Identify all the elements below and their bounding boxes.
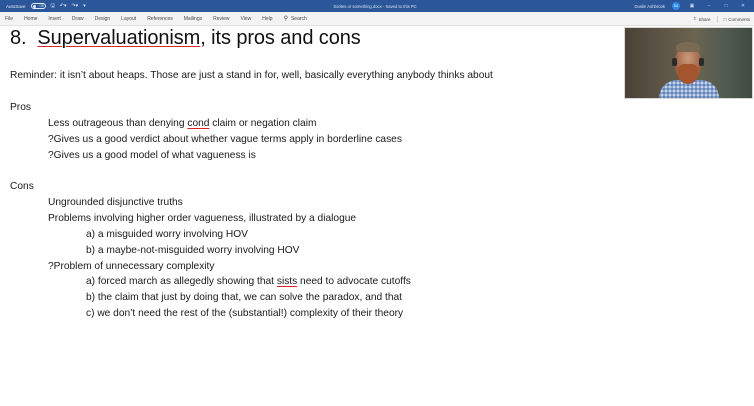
- autosave-label: AutoSave: [6, 3, 26, 9]
- tab-view[interactable]: View: [240, 15, 252, 22]
- cons-subitem: b) a maybe-not-misguided worry involving HOV: [86, 245, 300, 256]
- tab-review[interactable]: Review: [213, 15, 230, 22]
- cons-heading: Cons: [10, 181, 34, 192]
- ribbon-tabs: [0, 12, 754, 26]
- tab-file[interactable]: File: [5, 15, 14, 22]
- presenter-cap: [676, 42, 700, 52]
- heading-rest: , its pros and cons: [200, 27, 361, 49]
- comment-icon: □: [723, 16, 727, 22]
- cons-subitem: [86, 276, 411, 287]
- misspelled-word[interactable]: sists: [276, 276, 298, 287]
- heading-number: 8.: [10, 27, 27, 49]
- undo-icon[interactable]: ↶▾: [59, 2, 67, 9]
- comments-label: Comments: [728, 16, 750, 22]
- cons-item: Ungrounded disjunctive truths: [48, 197, 183, 208]
- user-name[interactable]: Dustin Ashbrook: [634, 3, 665, 9]
- cons-subitem: a) a misguided worry involving HOV: [86, 229, 248, 240]
- tab-draw[interactable]: Draw: [71, 15, 84, 22]
- restore-icon[interactable]: □: [724, 3, 728, 9]
- text-run: claim or negation claim: [209, 118, 317, 129]
- search-box[interactable]: [284, 16, 307, 22]
- cons-subitem: c) we don’t need the rest of the (substantial!) complexity of their theory: [86, 308, 404, 319]
- text-run: need to advocate cutoffs: [297, 276, 411, 287]
- headset-icon: [699, 58, 704, 66]
- text-run: Less outrageous than denying: [48, 118, 188, 129]
- presenter-beard: [678, 64, 698, 84]
- redo-icon[interactable]: ↷▾: [71, 2, 79, 9]
- cons-item: ?Problem of unnecessary complexity: [48, 261, 215, 272]
- cons-subitem: b) the claim that just by doing that, we can solve the paradox, and that: [86, 292, 403, 303]
- cons-item: Problems involving higher order vagueness, illustrated by a dialogue: [48, 213, 357, 224]
- reminder-line: Reminder: it isn’t about heaps. Those are just a stand in for, well, basically everything anybody thinks about: [10, 70, 493, 81]
- customize-icon[interactable]: ▾: [83, 2, 86, 9]
- divider: [717, 16, 718, 23]
- document-title: Sorites or something.docx - Saved to this PC: [333, 3, 417, 9]
- webcam-video: [624, 27, 753, 99]
- misspelled-word[interactable]: cond: [187, 118, 210, 129]
- share-button[interactable]: [693, 16, 711, 22]
- pros-item: ?Gives us a good verdict about whether vague terms apply in borderline cases: [48, 134, 402, 145]
- tab-help[interactable]: Help: [262, 15, 273, 22]
- tab-mailings[interactable]: Mailings: [183, 15, 203, 22]
- tab-home[interactable]: Home: [24, 15, 38, 22]
- search-label: Search: [290, 15, 307, 22]
- autosave-state: Off: [39, 4, 44, 8]
- tab-layout[interactable]: Layout: [121, 15, 137, 22]
- comments-button[interactable]: [724, 17, 750, 22]
- share-label: Share: [698, 16, 711, 22]
- tab-insert[interactable]: Insert: [48, 15, 61, 22]
- avatar[interactable]: DA: [673, 4, 679, 8]
- share-icon: ⇧: [692, 16, 697, 21]
- autosave-toggle[interactable]: [31, 3, 46, 9]
- misspelled-word[interactable]: Supervaluationism: [37, 27, 201, 49]
- minimize-icon[interactable]: –: [707, 3, 711, 9]
- search-icon: ⚲: [283, 15, 288, 22]
- save-icon[interactable]: 🖫: [50, 2, 55, 9]
- text-run: a) forced march as allegedly showing that: [86, 276, 277, 287]
- close-icon[interactable]: ✕: [740, 3, 746, 9]
- toggle-knob: [33, 5, 36, 8]
- headset-icon: [672, 58, 677, 66]
- tab-design[interactable]: Design: [94, 15, 111, 22]
- pros-item: ?Gives us a good model of what vagueness is: [48, 150, 256, 161]
- title-bar: [0, 0, 754, 12]
- tab-references[interactable]: References: [147, 15, 173, 22]
- pros-heading: Pros: [10, 102, 31, 113]
- pros-item: [48, 118, 316, 129]
- ribbon-display-icon[interactable]: ▣: [689, 3, 695, 9]
- quick-access-toolbar: [0, 3, 86, 9]
- page-title: [10, 27, 361, 50]
